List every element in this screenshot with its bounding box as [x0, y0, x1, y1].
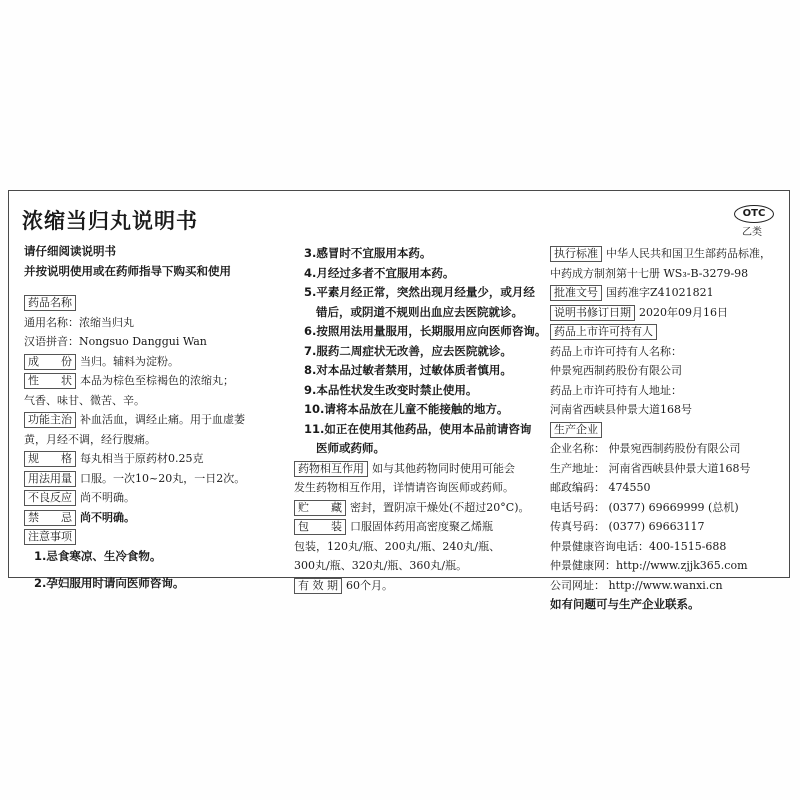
caution-item-6: 6.按照用法用量服用，长期服用应向医师咨询。	[304, 324, 547, 338]
interaction-row: 药物相互作用 如与其他药物同时使用可能会	[294, 459, 540, 479]
caution-item-9: 9.本品性状发生改变时禁止使用。	[304, 382, 478, 397]
phone-number: 电话号码： (0377) 69669999 (总机)	[550, 500, 739, 514]
caution-item-10: 10.请将本品放在儿童不能接触的地方。	[304, 402, 509, 416]
standard-row: 执行标准 中华人民共和国卫生部药品标准，	[550, 244, 790, 264]
postcode: 邮政编码： 474550	[550, 481, 651, 494]
composition-row: 成 份 当归。辅料为淀粉。	[24, 352, 286, 372]
health-website: 仲景健康网：http://www.zjjk365.com	[550, 559, 748, 572]
holder-header: 药品上市许可持有人	[550, 322, 790, 342]
company-website: 公司网址： http://www.wanxi.cn	[550, 578, 723, 592]
column-right	[550, 244, 790, 615]
read-notice-line-1: 请仔细阅读说明书	[24, 244, 116, 258]
column-left	[24, 242, 286, 594]
holder-name: 仲景宛西制药股份有限公司	[550, 364, 682, 377]
revision-row: 说明书修订日期 2020年09月16日	[550, 303, 790, 323]
manufacturer-header: 生产企业	[550, 420, 790, 440]
adverse-row: 不良反应 尚不明确。	[24, 488, 286, 508]
generic-name: 通用名称：浓缩当归丸	[24, 315, 134, 329]
otc-class-label: 乙类	[742, 227, 762, 238]
storage-row: 贮 藏 密封，置阴凉干燥处(不超过20°C)。	[294, 498, 540, 518]
package-row-cont-1: 包装，120丸/瓶、200丸/瓶、240丸/瓶、	[294, 539, 501, 553]
production-address: 生产地址： 河南省西峡县仲景大道168号	[550, 461, 751, 475]
caution-item-7: 7.服药二周症状无改善，应去医院就诊。	[304, 343, 512, 358]
section-drug-name: 药品名称	[24, 293, 286, 313]
otc-badge: OTC	[734, 205, 774, 223]
fax-number: 传真号码： (0377) 69663117	[550, 520, 705, 533]
read-notice-line-2: 并按说明使用或在药师指导下购买和使用	[24, 263, 231, 278]
caution-item-5-cont: 错后，或阴道不规则出血应去医院就诊。	[316, 304, 523, 319]
holder-address-label: 药品上市许可持有人地址：	[550, 383, 682, 397]
property-row: 性 状 本品为棕色至棕褐色的浓缩丸；	[24, 371, 286, 391]
holder-name-label: 药品上市许可持有人名称：	[550, 344, 682, 358]
column-middle	[294, 244, 547, 595]
standard-row-cont: 中药成方制剂第十七册 WS₃-B-3279-98	[550, 266, 749, 280]
caution-item-8: 8.对本品过敏者禁用，过敏体质者慎用。	[304, 363, 512, 377]
interaction-row-cont: 发生药物相互作用，详情请咨询医师或药师。	[294, 481, 514, 494]
caution-item-1: 1.忌食寒凉、生冷食物。	[34, 548, 162, 563]
usage-row: 用法用量 口服。一次10~20丸，一日2次。	[24, 469, 286, 489]
contra-row: 禁 忌 尚不明确。	[24, 508, 286, 528]
caution-item-3: 3.感冒时不宜服用本药。	[304, 246, 432, 260]
contact-note: 如有问题可与生产企业联系。	[550, 597, 700, 611]
function-row: 功能主治 补血活血，调经止痛。用于血虚萎	[24, 410, 286, 430]
package-row: 包 装 口服固体药用高密度聚乙烯瓶	[294, 517, 540, 537]
caution-item-4: 4.月经过多者不宜服用本药。	[304, 265, 455, 280]
pinyin-name: 汉语拼音：Nongsuo Danggui Wan	[24, 335, 207, 348]
validity-row: 有 效 期 60个月。	[294, 576, 540, 596]
caution-item-2: 2.孕妇服用时请向医师咨询。	[34, 576, 185, 590]
caution-item-11: 11.如正在使用其他药品，使用本品前请咨询	[304, 421, 532, 436]
caution-item-11-cont: 医师或药师。	[316, 441, 385, 455]
company-name: 企业名称： 仲景宛西制药股份有限公司	[550, 442, 741, 455]
property-row-cont: 气香、味甘、微苦、辛。	[24, 393, 145, 407]
function-row-cont: 黄，月经不调，经行腹痛。	[24, 432, 156, 446]
caution-header: 注意事项	[24, 527, 286, 547]
health-hotline: 仲景健康咨询电话：400-1515-688	[550, 539, 727, 553]
spec-row: 规 格 每丸相当于原药材0.25克	[24, 449, 286, 469]
approval-row: 批准文号 国药准字Z41021821	[550, 283, 790, 303]
caution-item-5: 5.平素月经正常，突然出现月经量少，或月经	[304, 285, 535, 299]
holder-address: 河南省西峡县仲景大道168号	[550, 403, 692, 416]
package-row-cont-2: 300丸/瓶、320丸/瓶、360丸/瓶。	[294, 559, 468, 572]
document-title: 浓缩当归丸说明书	[22, 208, 198, 233]
